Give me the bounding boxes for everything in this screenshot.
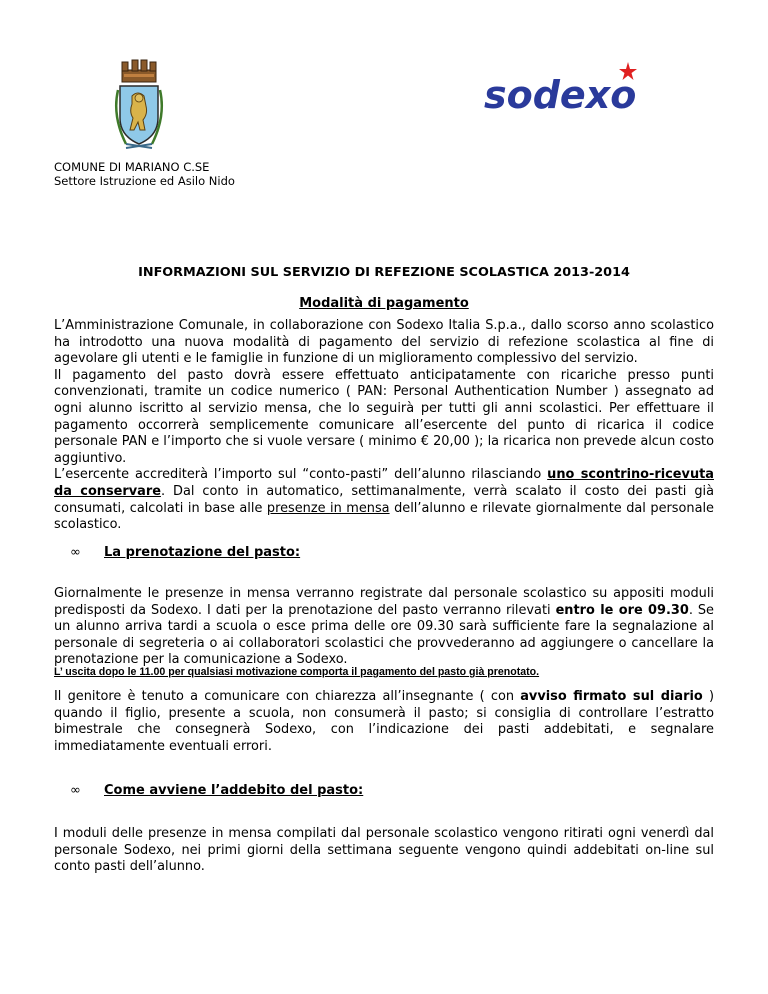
intro-section <box>54 318 714 534</box>
document-title: INFORMAZIONI SUL SERVIZIO DI REFEZIONE SCOLASTICA 2013-2014 <box>138 265 630 280</box>
bullet-icon: ∞ <box>70 545 81 560</box>
department-name: Settore Istruzione ed Asilo Nido <box>54 174 235 188</box>
reservation-paragraph: Giornalmente le presenze in mensa verranno registrate dal personale scolastico su appositi moduli predisposti da Sodexo. I dati per la prenotazione del pasto verranno rilevati entro le ore 09.30. Se un alunno arriva tardi a scuola o esce prima delle ore 09.30 sarà sufficiente fare la segnalazione al personale di segreteria o ai collaboratori scolastici che provvederanno ad aggiungere o cancellare la prenotazione per la comunicazione a Sodexo. <box>54 586 714 668</box>
late-exit-warning: L’ uscita dopo le 11.00 per qualsiasi motivazione comporta il pagamento del pasto già prenotato. <box>54 666 540 678</box>
parent-notice-paragraph: Il genitore è tenuto a comunicare con chiarezza all’insegnante ( con avviso firmato sul diario ) quando il figlio, presente a scuola, non consumerà il pasto; si consiglia di controllare l’estratto bimestrale che consegnerà Sodexo, con l’indicazione dei pasti addebitati, e segnalare immediatamente eventuali errori. <box>54 689 714 754</box>
charging-section <box>54 826 714 876</box>
receipt-note: uno scontrino-ricevuta da conservare <box>54 467 714 499</box>
intro-paragraph-2: Il pagamento del pasto dovrà essere effettuato anticipatamente con ricariche presso punti convenzionati, tramite un codice numerico ( PAN: Personal Authentication Number ) assegnato ad ogni alunno iscritto al servizio mensa, che lo seguirà per tutti gli anni scolastici. Per effettuare il pagamento occorrerà semplicemente comunicare all’esercente del punto di ricarica il codice personale PAN e l’importo che si vuole versare ( minimo € 20,00 ); la ricarica non prevede alcun costo aggiuntivo. <box>54 367 714 466</box>
section-heading-reservation: ∞ La prenotazione del pasto: <box>70 545 301 560</box>
document-subtitle: Modalità di pagamento <box>299 296 469 311</box>
municipality-name: COMUNE DI MARIANO C.SE <box>54 160 210 174</box>
intro-paragraph-3: L’esercente accrediterà l’importo sul “conto-pasti” dell’alunno rilasciando uno scontrino-ricevuta da conservare. Dal conto in automatico, settimanalmente, verrà scalato il costo dei pasti già consumati, calcolati in base alle presenze in mensa dell’alunno e rilevate giornalmente dal personale scolastico. <box>54 467 714 533</box>
charging-paragraph: I moduli delle presenze in mensa compilati dal personale scolastico vengono ritirati ogni venerdì dal personale Sodexo, nei primi giorni della settimana seguente vengono quindi addebitati on-line sul conto pasti dell’alunno. <box>54 826 714 875</box>
parent-notice-section <box>54 689 714 755</box>
bullet-icon: ∞ <box>70 783 81 798</box>
intro-paragraph-1: L’Amministrazione Comunale, in collaborazione con Sodexo Italia S.p.a., dallo scorso anno scolastico ha introdotto una nuova modalità di pagamento del servizio di refezione scolastica al fine di agevolare gli utenti e le famiglie in funzione di un miglioramento complessivo del servizio. <box>54 318 714 367</box>
section-heading-charging: ∞ Come avviene l’addebito del pasto: <box>70 783 364 798</box>
sodexo-logo-text: sodexo <box>484 73 637 116</box>
sodexo-logo <box>484 60 644 116</box>
attendance-note: presenze in mensa <box>266 500 390 516</box>
reservation-section <box>54 586 714 669</box>
municipal-crest-icon <box>110 56 168 156</box>
header-block <box>54 160 235 188</box>
